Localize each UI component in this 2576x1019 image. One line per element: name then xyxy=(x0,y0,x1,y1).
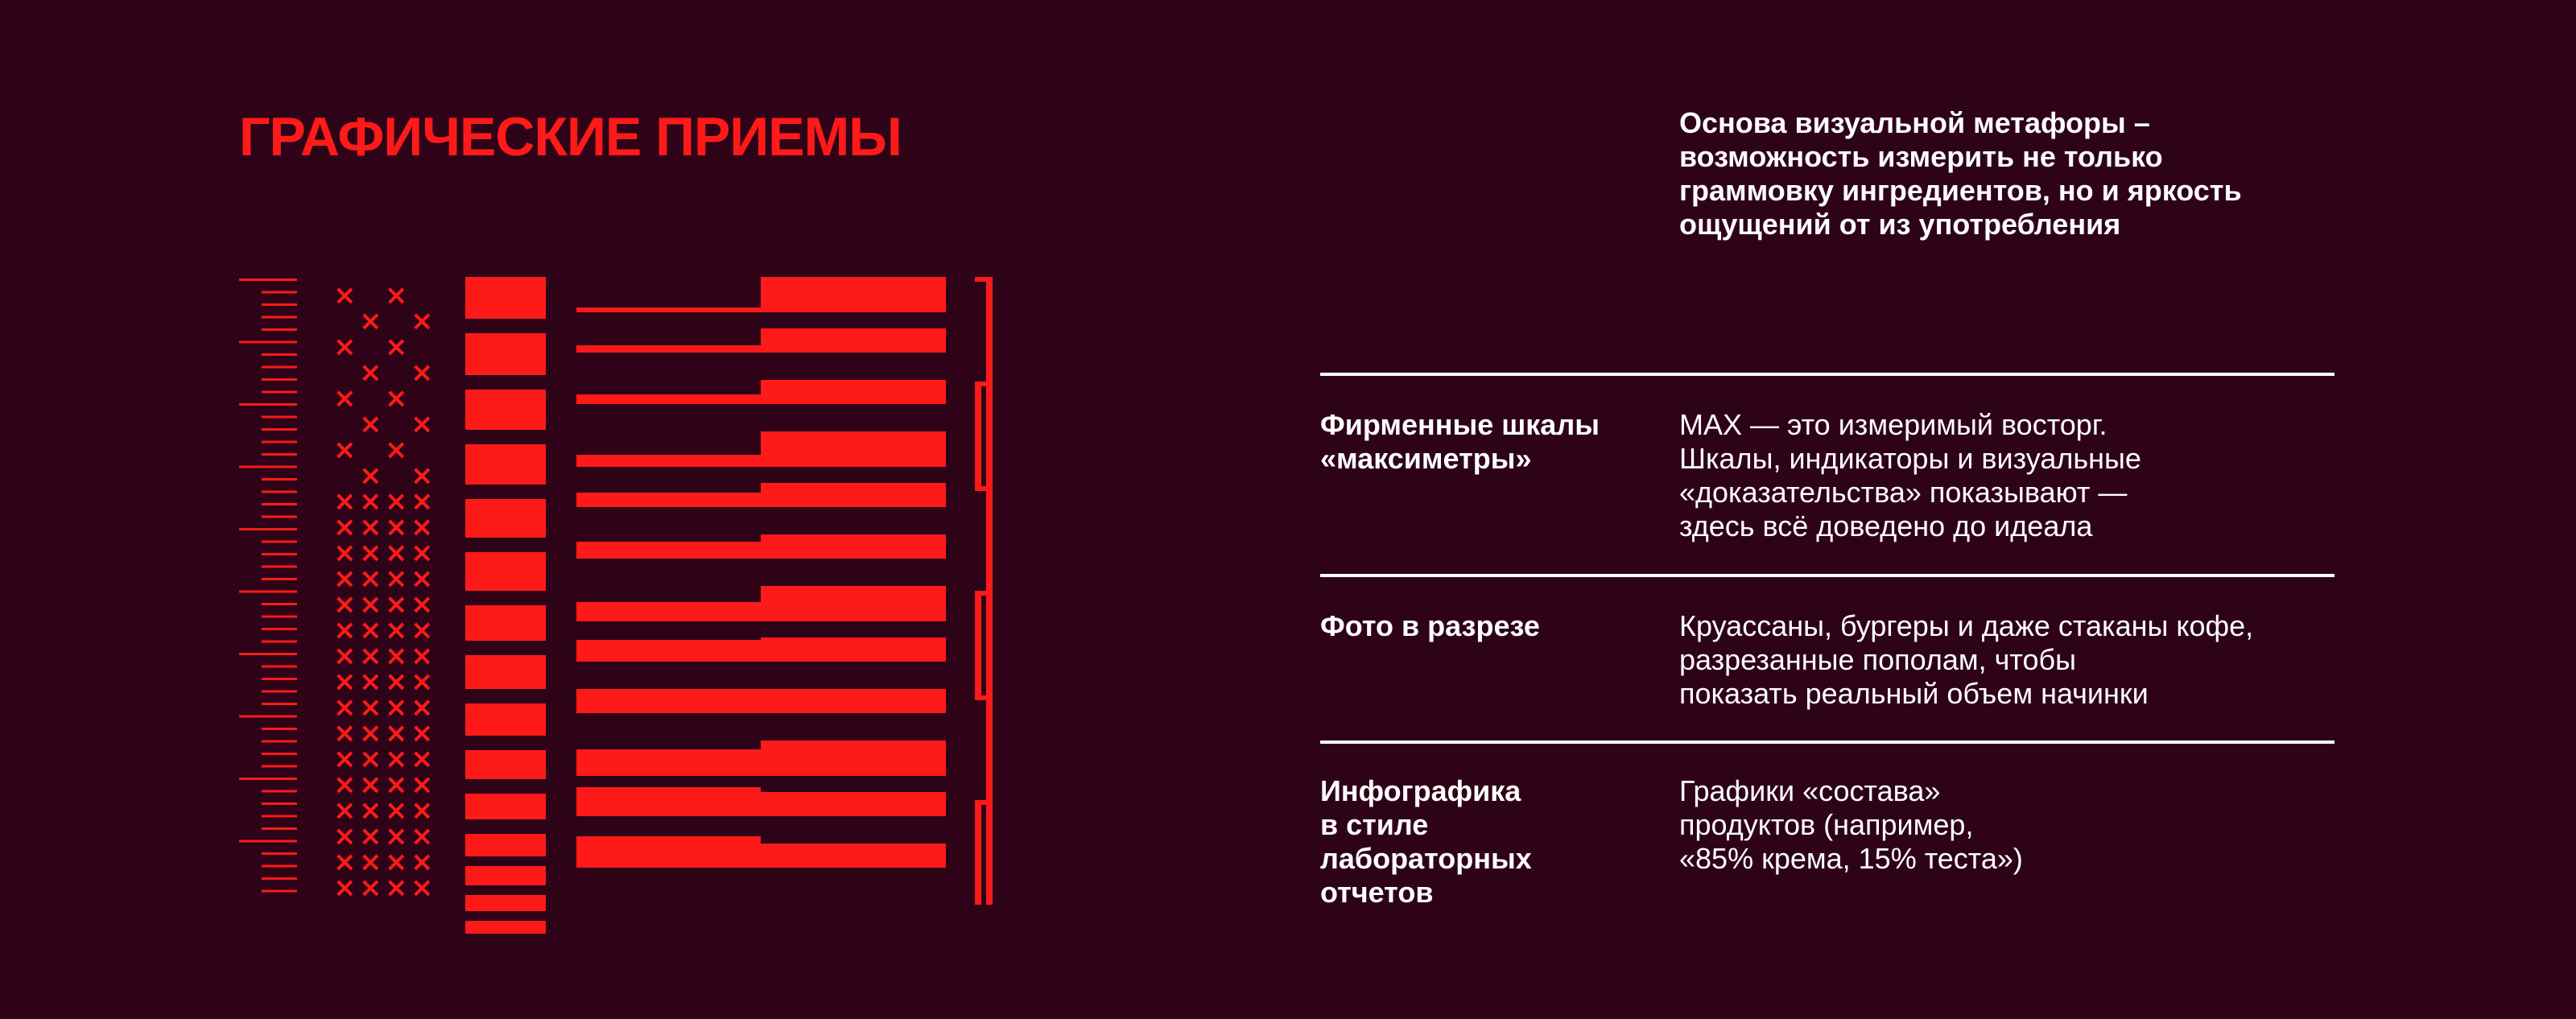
ruler-tick xyxy=(262,641,297,643)
cross-mark: × xyxy=(411,563,434,595)
cross-mark: × xyxy=(333,382,357,415)
cross-mark: × xyxy=(333,588,357,621)
step-bar-stem xyxy=(576,455,761,467)
step-bar xyxy=(761,586,946,621)
bracket-segment xyxy=(975,382,981,486)
ruler-tick xyxy=(262,890,297,893)
cross-mark: × xyxy=(333,434,357,466)
cross-mark: × xyxy=(411,743,434,775)
cross-mark: × xyxy=(359,460,382,492)
cross-mark: × xyxy=(359,794,382,827)
cross-mark: × xyxy=(385,331,408,363)
bracket-line xyxy=(975,277,993,905)
step-bar xyxy=(761,380,946,404)
cross-mark: × xyxy=(333,872,357,904)
table-divider xyxy=(1320,373,2334,376)
cross-mark: × xyxy=(411,794,434,827)
row-text-infographic: Графики «состава» продуктов (например, «85% крема, 15% теста») xyxy=(1679,774,2023,875)
step-bar xyxy=(761,689,946,713)
block xyxy=(465,794,546,819)
block xyxy=(465,333,546,375)
block xyxy=(465,834,546,856)
ruler-tick xyxy=(239,778,297,780)
ruler-tick xyxy=(262,578,297,580)
cross-mark: × xyxy=(385,511,408,543)
cross-mark: × xyxy=(359,691,382,724)
cross-mark: × xyxy=(359,640,382,672)
block xyxy=(465,750,546,779)
cross-mark: × xyxy=(411,846,434,878)
bracket-segment xyxy=(986,695,993,800)
bracket-segment xyxy=(986,486,993,591)
ruler-tick xyxy=(262,353,297,356)
cross-mark: × xyxy=(333,640,357,672)
row-label-photo: Фото в разрезе xyxy=(1320,609,1540,642)
block xyxy=(465,605,546,641)
cross-mark: × xyxy=(385,537,408,569)
ruler-tick xyxy=(262,815,297,818)
block xyxy=(465,703,546,736)
cross-mark: × xyxy=(333,769,357,801)
cross-mark: × xyxy=(333,614,357,646)
step-bar xyxy=(761,792,946,816)
cross-mark: × xyxy=(359,846,382,878)
cross-mark: × xyxy=(411,614,434,646)
step-bar-stem xyxy=(576,689,761,713)
ruler-tick xyxy=(262,428,297,431)
cross-mark: × xyxy=(385,563,408,595)
step-bar xyxy=(761,741,946,776)
cross-mark: × xyxy=(359,614,382,646)
ruler-tick xyxy=(262,691,297,693)
step-bar-stem xyxy=(576,542,761,559)
cross-mark: × xyxy=(359,485,382,518)
cross-mark: × xyxy=(411,820,434,852)
cross-mark: × xyxy=(385,279,408,311)
ruler-tick xyxy=(262,865,297,868)
step-bar-stem xyxy=(576,749,761,776)
ruler-tick xyxy=(262,703,297,705)
ruler-tick xyxy=(262,378,297,381)
cross-mark: × xyxy=(385,820,408,852)
ruler-tick xyxy=(262,877,297,880)
ruler-tick xyxy=(262,553,297,555)
cross-mark: × xyxy=(411,511,434,543)
cross-mark: × xyxy=(333,563,357,595)
cross-mark: × xyxy=(333,846,357,878)
cross-mark: × xyxy=(385,743,408,775)
table-divider xyxy=(1320,741,2334,744)
cross-mark: × xyxy=(333,485,357,518)
cross-mark: × xyxy=(411,717,434,749)
ruler-tick xyxy=(239,653,297,655)
ruler-tick xyxy=(262,666,297,668)
block xyxy=(465,895,546,911)
block xyxy=(465,552,546,591)
cross-mark: × xyxy=(333,279,357,311)
cross-pattern xyxy=(333,279,434,904)
cross-mark: × xyxy=(359,537,382,569)
cross-mark: × xyxy=(333,537,357,569)
step-bar xyxy=(761,277,946,312)
block xyxy=(465,921,546,934)
ruler-tick xyxy=(239,716,297,718)
bracket-segment xyxy=(975,800,981,905)
cross-mark: × xyxy=(385,614,408,646)
page-title: ГРАФИЧЕСКИЕ ПРИЕМЫ xyxy=(239,106,902,167)
step-bar xyxy=(761,637,946,662)
ruler-tick xyxy=(262,316,297,319)
graphic-patterns xyxy=(0,0,1046,934)
row-text-scales: MAX — это измеримый восторг. Шкалы, индикаторы и визуальные «доказательства» показывают — здесь всё доведено до идеала xyxy=(1679,408,2141,543)
cross-mark: × xyxy=(411,872,434,904)
cross-mark: × xyxy=(359,408,382,440)
block xyxy=(465,499,546,538)
ruler-tick xyxy=(239,341,297,344)
block xyxy=(465,444,546,485)
ruler-tick xyxy=(239,403,297,406)
cross-mark: × xyxy=(385,382,408,415)
ruler-tick xyxy=(262,541,297,543)
cross-mark: × xyxy=(385,872,408,904)
cross-mark: × xyxy=(385,769,408,801)
ruler-tick xyxy=(262,453,297,456)
cross-mark: × xyxy=(359,820,382,852)
ruler-tick xyxy=(262,416,297,419)
cross-mark: × xyxy=(411,485,434,518)
ruler-tick xyxy=(262,516,297,518)
cross-mark: × xyxy=(333,820,357,852)
step-bars xyxy=(576,277,946,868)
block xyxy=(465,390,546,430)
step-bar-stem xyxy=(576,307,761,312)
cross-mark: × xyxy=(333,331,357,363)
ruler-tick xyxy=(262,478,297,481)
ruler-tick xyxy=(262,802,297,805)
ruler-tick xyxy=(262,391,297,394)
step-bar xyxy=(761,483,946,507)
cross-mark: × xyxy=(411,537,434,569)
ruler-tick xyxy=(262,790,297,793)
ruler-tick xyxy=(262,441,297,443)
ruler-tick xyxy=(262,491,297,493)
cross-mark: × xyxy=(333,743,357,775)
ruler-tick xyxy=(262,753,297,755)
cross-mark: × xyxy=(411,305,434,337)
cross-mark: × xyxy=(333,666,357,698)
cross-mark: × xyxy=(359,769,382,801)
cross-mark: × xyxy=(385,485,408,518)
step-bar-stem xyxy=(576,493,761,507)
step-bar-stem xyxy=(576,602,761,621)
ruler-tick xyxy=(262,628,297,630)
block xyxy=(465,277,546,319)
cross-mark: × xyxy=(333,717,357,749)
table-divider xyxy=(1320,574,2334,577)
cross-mark: × xyxy=(385,666,408,698)
cross-mark: × xyxy=(411,357,434,389)
row-label-infographic: Инфографика в стиле лабораторных отчетов xyxy=(1320,774,1532,909)
ruler-tick xyxy=(239,840,297,843)
cross-mark: × xyxy=(359,588,382,621)
cross-mark: × xyxy=(411,769,434,801)
ruler-tick xyxy=(262,616,297,618)
cross-mark: × xyxy=(385,588,408,621)
ruler-tick xyxy=(262,503,297,505)
step-bar xyxy=(761,534,946,559)
step-bar-stem xyxy=(576,345,761,353)
cross-mark: × xyxy=(411,588,434,621)
ruler-tick xyxy=(262,366,297,369)
ruler-scale xyxy=(239,278,297,893)
cross-mark: × xyxy=(385,434,408,466)
block xyxy=(465,655,546,689)
cross-mark: × xyxy=(411,460,434,492)
ruler-tick xyxy=(239,591,297,593)
ruler-tick xyxy=(262,328,297,331)
cross-mark: × xyxy=(411,408,434,440)
cross-mark: × xyxy=(359,511,382,543)
bracket-segment xyxy=(975,591,981,695)
cross-mark: × xyxy=(359,563,382,595)
step-bar-stem xyxy=(576,394,761,404)
cross-mark: × xyxy=(385,846,408,878)
cross-mark: × xyxy=(411,666,434,698)
ruler-tick xyxy=(262,741,297,743)
ruler-tick xyxy=(262,765,297,768)
cross-mark: × xyxy=(411,640,434,672)
block-stack xyxy=(465,277,546,934)
step-bar xyxy=(761,844,946,868)
cross-mark: × xyxy=(359,743,382,775)
ruler-tick xyxy=(262,291,297,294)
ruler-tick xyxy=(239,528,297,530)
ruler-tick xyxy=(262,852,297,855)
ruler-tick xyxy=(262,603,297,605)
cross-mark: × xyxy=(359,357,382,389)
ruler-tick xyxy=(262,678,297,680)
cross-mark: × xyxy=(385,717,408,749)
ruler-tick xyxy=(262,827,297,830)
ruler-tick xyxy=(262,566,297,568)
step-bar-stem xyxy=(576,640,761,662)
cross-mark: × xyxy=(385,640,408,672)
block xyxy=(465,866,546,885)
row-label-scales: Фирменные шкалы «максиметры» xyxy=(1320,408,1600,475)
cross-mark: × xyxy=(411,691,434,724)
row-text-photo: Круассаны, бургеры и даже стаканы кофе, разрезанные пополам, чтобы показать реальный объем начинки xyxy=(1679,609,2254,710)
cross-mark: × xyxy=(359,305,382,337)
ruler-tick xyxy=(239,466,297,468)
step-bar xyxy=(761,431,946,467)
cross-mark: × xyxy=(333,794,357,827)
cross-mark: × xyxy=(385,691,408,724)
cross-mark: × xyxy=(359,872,382,904)
cross-mark: × xyxy=(333,511,357,543)
ruler-tick xyxy=(239,278,297,281)
ruler-tick xyxy=(262,728,297,730)
cross-mark: × xyxy=(359,666,382,698)
step-bar-stem xyxy=(576,836,761,868)
intro-text: Основа визуальной метафоры – возможность измерить не только граммовку ингредиентов, но и яркость ощущений от из употребления xyxy=(1679,106,2242,241)
step-bar-stem xyxy=(576,787,761,816)
cross-mark: × xyxy=(359,717,382,749)
cross-mark: × xyxy=(333,691,357,724)
step-bar xyxy=(761,328,946,353)
bracket-segment xyxy=(986,277,993,382)
ruler-tick xyxy=(262,303,297,306)
cross-mark: × xyxy=(385,794,408,827)
